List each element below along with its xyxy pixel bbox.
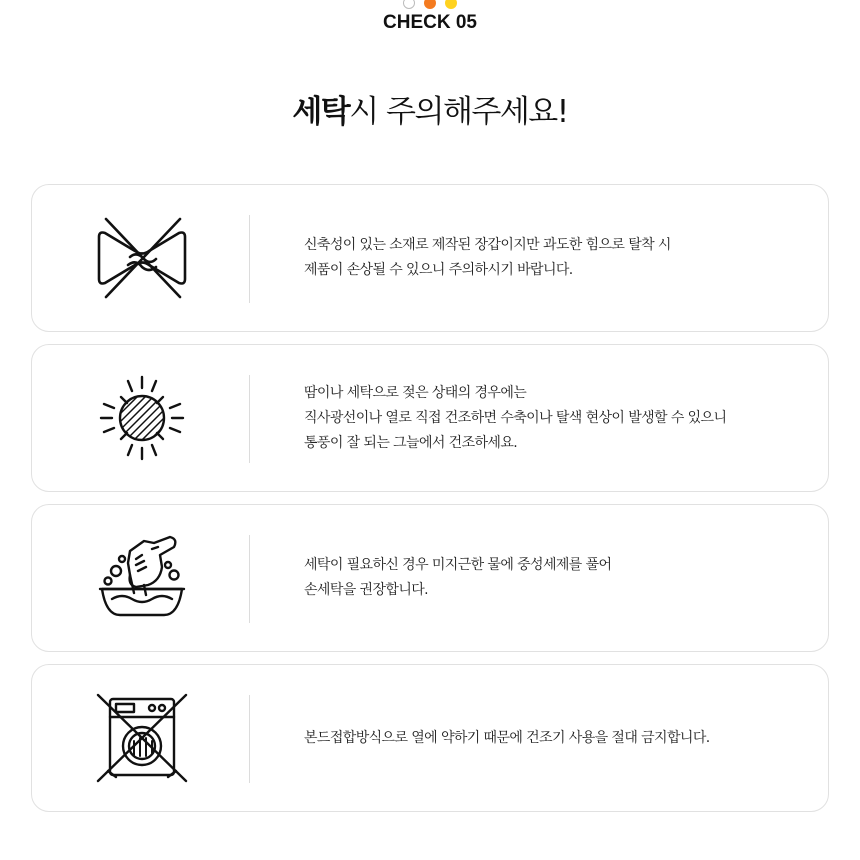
orange-dot — [424, 0, 436, 9]
card-divider — [249, 535, 250, 623]
card-text — [304, 185, 814, 331]
card-text — [304, 665, 814, 811]
card-divider — [249, 215, 250, 303]
yellow-dot — [445, 0, 457, 9]
card-text — [304, 505, 814, 651]
care-card-hand-wash — [31, 504, 829, 652]
card-text-line: 본드접합방식으로 열에 약하기 때문에 건조기 사용을 절대 금지합니다. — [304, 729, 710, 746]
card-text-line: 세탁이 필요하신 경우 미지근한 물에 중성세제를 풀어 — [304, 557, 612, 573]
card-text-line: 직사광선이나 열로 직접 건조하면 수축이나 탈색 현상이 발생할 수 있으니 — [304, 409, 727, 426]
card-divider — [249, 695, 250, 783]
card-text — [304, 345, 814, 491]
white-dot — [403, 0, 415, 9]
page-title — [0, 86, 860, 131]
care-card-no-wring — [31, 184, 829, 332]
card-text-line: 땀이나 세탁으로 젖은 상태의 경우에는 — [304, 384, 527, 401]
no-wring-icon — [92, 213, 192, 303]
card-text-line: 신축성이 있는 소재로 제작된 장갑이지만 과도한 힘으로 탈착 시 — [304, 237, 671, 253]
care-card-no-tumble-dry — [31, 664, 829, 812]
card-text-line: 손세탁을 권장합니다. — [304, 582, 429, 598]
section-label: CHECK 05 — [383, 12, 477, 33]
card-text-line: 통풍이 잘 되는 그늘에서 건조하세요. — [304, 434, 518, 451]
card-divider — [249, 375, 250, 463]
care-card-sun — [31, 344, 829, 492]
sun-icon — [92, 373, 192, 463]
no-tumble-dry-icon — [92, 693, 192, 783]
page-title-rest: 시 주의해주세요! — [349, 94, 568, 130]
page-title-bold: 세탁 — [292, 94, 350, 130]
decorative-dots — [0, 0, 860, 6]
card-text-line: 제품이 손상될 수 있으니 주의하시기 바랍니다. — [304, 262, 573, 278]
hand-wash-icon — [92, 533, 192, 623]
